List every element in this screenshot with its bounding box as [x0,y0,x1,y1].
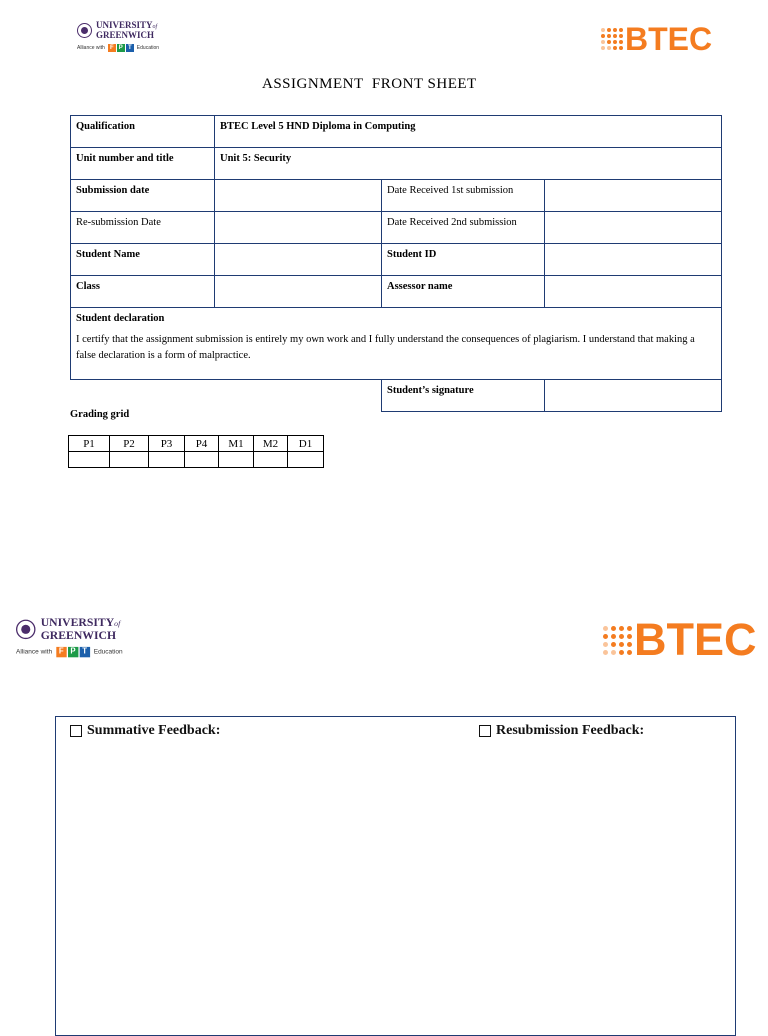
grade-cell-m2[interactable] [254,452,288,468]
btec-text: BTEC [634,614,757,665]
unit-label: Unit number and title [71,148,215,180]
btec-dots-icon [603,626,632,655]
resubmission-date-field[interactable] [215,212,382,244]
assessor-label: Assessor name [382,276,545,308]
fpt-logo [56,647,90,657]
grade-header-p2: P2 [110,436,149,452]
grade-header-p1: P1 [69,436,110,452]
qualification-label: Qualification [71,116,215,148]
alliance-line [77,44,159,52]
class-label: Class [71,276,215,308]
grade-cell-m1[interactable] [219,452,254,468]
btec-dots-icon [601,28,623,50]
unit-value: Unit 5: Security [215,148,722,180]
alliance-suffix: Education [136,45,160,51]
student-id-label: Student ID [382,244,545,276]
submission-date-field[interactable] [215,180,382,212]
summative-checkbox-icon[interactable] [70,725,82,737]
grading-header-row [69,436,324,452]
resubmission-date-label: Re-submission Date [71,212,215,244]
declaration-text: I certify that the assignment submission is entirely my own work and I fully understand the consequences of plagiarism. I understand that making a false declaration is a form of malpractice. [76,334,695,361]
grade-cell-p1[interactable] [69,452,110,468]
university-name-line2: GREENWICH [40,628,117,642]
page-title: ASSIGNMENT FRONT SHEET [262,76,477,92]
front-sheet-table [70,115,722,412]
feedback-box [55,716,736,1036]
signature-spacer [71,380,382,412]
btec-text: BTEC [625,21,713,57]
fpt-letter-f: F [108,44,116,52]
btec-logo-page2 [603,614,757,666]
alliance-suffix: Education [93,648,123,656]
date-received-1-field[interactable] [545,180,722,212]
grading-grid-label: Grading grid [70,409,130,420]
date-received-2-field[interactable] [545,212,722,244]
grading-value-row [69,452,324,468]
declaration-row [71,308,722,380]
student-id-field[interactable] [545,244,722,276]
university-of: of [152,24,158,30]
resubmission-feedback-label: Resubmission Feedback: [496,723,645,738]
resubmission-date-row [71,212,722,244]
grade-header-p3: P3 [149,436,185,452]
university-name-line1: UNIVERSITY [40,615,115,629]
grade-cell-d1[interactable] [288,452,324,468]
signature-row [71,380,722,412]
university-name-line1: UNIVERSITY [96,20,153,30]
grade-header-d1: D1 [288,436,324,452]
alliance-line [16,647,123,657]
university-crest-icon [16,619,36,639]
fpt-letter-t: T [126,44,134,52]
university-logo [77,21,159,52]
student-name-row [71,244,722,276]
university-name-line2: GREENWICH [96,30,155,40]
date-received-1-label: Date Received 1st submission [382,180,545,212]
submission-date-row [71,180,722,212]
grade-header-m1: M1 [219,436,254,452]
declaration-label: Student declaration [76,313,165,324]
unit-row [71,148,722,180]
student-name-field[interactable] [215,244,382,276]
signature-field[interactable] [545,380,722,412]
grade-cell-p4[interactable] [185,452,219,468]
btec-logo [601,20,712,58]
class-field[interactable] [215,276,382,308]
alliance-prefix: Alliance with [77,45,105,51]
qualification-value: BTEC Level 5 HND Diploma in Computing [215,116,722,148]
university-logo-page2 [16,617,123,657]
fpt-letter-p: P [68,647,78,657]
grade-cell-p3[interactable] [149,452,185,468]
grade-cell-p2[interactable] [110,452,149,468]
grading-grid [68,435,324,468]
fpt-letter-f: F [56,647,66,657]
alliance-prefix: Alliance with [16,648,53,656]
assessor-field[interactable] [545,276,722,308]
signature-label: Student’s signature [382,380,545,412]
declaration-cell [71,308,722,380]
university-crest-icon [77,23,92,38]
resubmission-checkbox-icon[interactable] [479,725,491,737]
university-of: of [114,620,121,629]
student-name-label: Student Name [71,244,215,276]
grade-header-m2: M2 [254,436,288,452]
qualification-row [71,116,722,148]
grade-header-p4: P4 [185,436,219,452]
submission-date-label: Submission date [71,180,215,212]
resubmission-feedback-option[interactable] [479,723,644,739]
summative-feedback-label: Summative Feedback: [87,723,221,738]
fpt-letter-p: P [118,45,123,51]
date-received-2-label: Date Received 2nd submission [382,212,545,244]
class-row [71,276,722,308]
fpt-letter-t: T [79,647,89,657]
fpt-logo [108,44,134,52]
summative-feedback-option[interactable] [70,723,220,739]
